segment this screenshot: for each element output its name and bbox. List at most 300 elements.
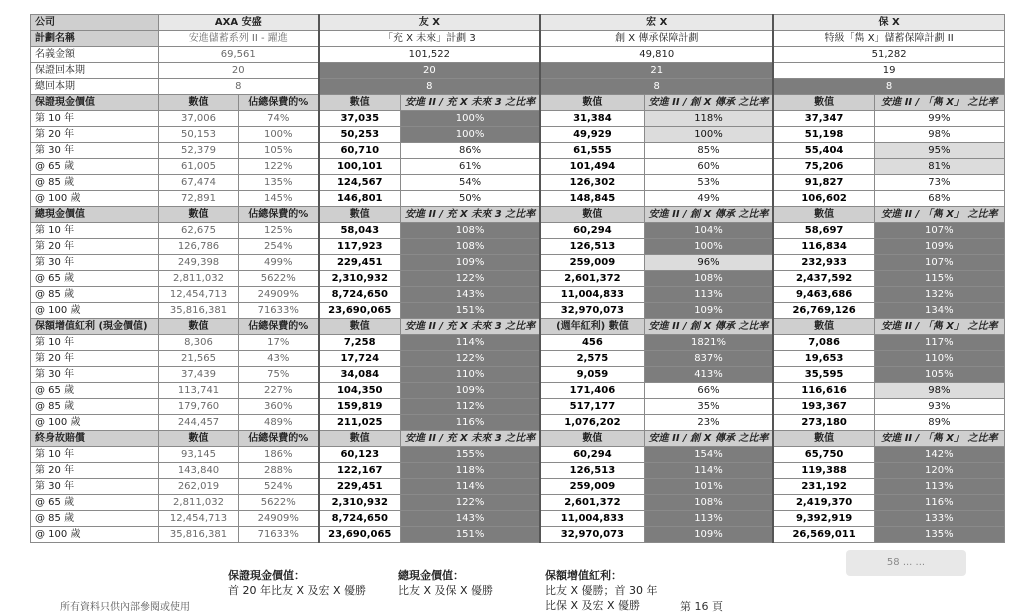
axa-value: 113,741 (159, 383, 239, 399)
ratio-value: 98% (874, 383, 1004, 399)
plan-label: 計劃名稱 (31, 31, 159, 47)
ratio-value: 86% (401, 143, 541, 159)
ratio-value: 73% (874, 175, 1004, 191)
prudential-value: 37,347 (773, 111, 874, 127)
row-label: 第 30 年 (31, 479, 159, 495)
ratio-value: 49% (644, 191, 773, 207)
row-label: 第 20 年 (31, 239, 159, 255)
notional-value: 49,810 (540, 47, 773, 63)
ratio-value: 118% (401, 463, 541, 479)
note-line: 比友 X 及保 X 優勝 (398, 584, 494, 597)
ratio-value: 118% (644, 111, 773, 127)
manulife-value: 31,384 (540, 111, 644, 127)
aia-value: 37,035 (319, 111, 401, 127)
ratio-value: 100% (401, 111, 541, 127)
row-label: 第 30 年 (31, 143, 159, 159)
total-breakeven-row (31, 79, 1005, 95)
ratio-value: 35% (644, 399, 773, 415)
row-label: 第 20 年 (31, 351, 159, 367)
ratio-value: 108% (644, 271, 773, 287)
aia-value: 122,167 (319, 463, 401, 479)
ratio-value: 122% (401, 495, 541, 511)
manulife-value: 32,970,073 (540, 527, 644, 543)
aia-value: 34,084 (319, 367, 401, 383)
aia-value: 229,451 (319, 255, 401, 271)
plan-row (31, 31, 1005, 47)
ratio-value: 117% (874, 335, 1004, 351)
aia-value: 146,801 (319, 191, 401, 207)
page-number: 第 16 頁 (680, 600, 723, 613)
prudential-value: 26,769,126 (773, 303, 874, 319)
table-row (31, 415, 1005, 431)
prudential-value: 9,392,919 (773, 511, 874, 527)
ratio-value: 99% (874, 111, 1004, 127)
aia-value: 117,923 (319, 239, 401, 255)
row-label: 第 10 年 (31, 335, 159, 351)
ratio-value: 109% (874, 239, 1004, 255)
prudential-value: 2,437,592 (773, 271, 874, 287)
breakeven-row-value: 20 (159, 63, 319, 79)
ratio-value: 100% (644, 127, 773, 143)
manulife-value: 11,004,833 (540, 511, 644, 527)
axa-pct: 135% (239, 175, 319, 191)
axa-value: 12,454,713 (159, 511, 239, 527)
axa-pct: 75% (239, 367, 319, 383)
prudential-value: 116,616 (773, 383, 874, 399)
col-header-pct: 佔總保費的% (239, 319, 319, 335)
prudential-value: 106,602 (773, 191, 874, 207)
ratio-value: 122% (401, 271, 541, 287)
col-header-value: 數值 (319, 431, 401, 447)
axa-pct: 186% (239, 447, 319, 463)
axa-value: 52,379 (159, 143, 239, 159)
total-breakeven-row-value: 8 (540, 79, 773, 95)
table-row (31, 175, 1005, 191)
axa-value: 35,816,381 (159, 527, 239, 543)
ratio-value: 60% (644, 159, 773, 175)
table-row (31, 447, 1005, 463)
table-row (31, 463, 1005, 479)
aia-value: 17,724 (319, 351, 401, 367)
ratio-value: 95% (874, 143, 1004, 159)
ratio-value: 142% (874, 447, 1004, 463)
row-label: @ 65 歲 (31, 159, 159, 175)
breakeven-row-value: 19 (773, 63, 1004, 79)
manulife-value: 11,004,833 (540, 287, 644, 303)
prudential-value: 58,697 (773, 223, 874, 239)
watermark: 58 ... ... (846, 550, 966, 576)
manulife-value: 101,494 (540, 159, 644, 175)
company-label: 公司 (31, 15, 159, 31)
manulife-value: 259,009 (540, 255, 644, 271)
axa-value: 37,006 (159, 111, 239, 127)
col-header-value: 數值 (540, 431, 644, 447)
col-header-pct: 佔總保費的% (239, 431, 319, 447)
row-label: 第 30 年 (31, 255, 159, 271)
aia-value: 104,350 (319, 383, 401, 399)
col-header-ratio: 安進 II / 「雋 X」 之比率 (874, 431, 1004, 447)
aia-value: 2,310,932 (319, 271, 401, 287)
table-row (31, 399, 1005, 415)
axa-pct: 43% (239, 351, 319, 367)
col-header-value: 數值 (159, 319, 239, 335)
manulife-value: 126,302 (540, 175, 644, 191)
ratio-value: 93% (874, 399, 1004, 415)
axa-pct: 227% (239, 383, 319, 399)
table-row (31, 143, 1005, 159)
total-breakeven-row-value: 8 (773, 79, 1004, 95)
ratio-value: 151% (401, 527, 541, 543)
col-header-value: 數值 (773, 207, 874, 223)
aia-value: 124,567 (319, 175, 401, 191)
section-header (31, 207, 1005, 223)
total-breakeven-row-label: 總回本期 (31, 79, 159, 95)
row-label: @ 100 歲 (31, 191, 159, 207)
plan-name: 創 X 傳承保障計劃 (540, 31, 773, 47)
plan-name: 安進儲蓄系列 II - 躍進 (159, 31, 319, 47)
col-header-value: 數值 (773, 431, 874, 447)
section-header (31, 95, 1005, 111)
ratio-value: 134% (874, 303, 1004, 319)
notional-value: 51,282 (773, 47, 1004, 63)
ratio-value: 105% (874, 367, 1004, 383)
ratio-value: 114% (644, 463, 773, 479)
col-header-value: (週年紅利) 數值 (540, 319, 644, 335)
ratio-value: 143% (401, 511, 541, 527)
axa-value: 61,005 (159, 159, 239, 175)
col-header-ratio: 安進 II / 「雋 X」 之比率 (874, 207, 1004, 223)
prudential-value: 9,463,686 (773, 287, 874, 303)
prudential-value: 35,595 (773, 367, 874, 383)
axa-value: 93,145 (159, 447, 239, 463)
table-row (31, 495, 1005, 511)
axa-pct: 105% (239, 143, 319, 159)
aia-value: 8,724,650 (319, 511, 401, 527)
note-title: 總現金價值： (398, 569, 464, 582)
ratio-value: 107% (874, 255, 1004, 271)
ratio-value: 100% (401, 127, 541, 143)
plan-name: 「充 X 未來」計劃 3 (319, 31, 541, 47)
manulife-value: 517,177 (540, 399, 644, 415)
aia-value: 60,710 (319, 143, 401, 159)
col-header-value: 數值 (319, 95, 401, 111)
manulife-value: 126,513 (540, 239, 644, 255)
note-line: 比友 X 優勝；首 30 年 (545, 584, 658, 597)
ratio-value: 116% (874, 495, 1004, 511)
ratio-value: 116% (401, 415, 541, 431)
axa-value: 244,457 (159, 415, 239, 431)
breakeven-row-value: 20 (319, 63, 541, 79)
axa-pct: 71633% (239, 527, 319, 543)
prudential-value: 7,086 (773, 335, 874, 351)
ratio-value: 132% (874, 287, 1004, 303)
prudential-value: 91,827 (773, 175, 874, 191)
col-header-ratio: 安進 II / 充 X 未來 3 之比率 (401, 431, 541, 447)
section-title: 保證現金價值 (31, 95, 159, 111)
row-label: 第 30 年 (31, 367, 159, 383)
col-header-value: 數值 (319, 319, 401, 335)
row-label: 第 20 年 (31, 463, 159, 479)
col-header-value: 數值 (159, 207, 239, 223)
row-label: @ 65 歲 (31, 271, 159, 287)
row-label: @ 85 歲 (31, 287, 159, 303)
ratio-value: 109% (644, 527, 773, 543)
ratio-value: 110% (874, 351, 1004, 367)
prudential-value: 51,198 (773, 127, 874, 143)
notional-row (31, 47, 1005, 63)
aia-value: 7,258 (319, 335, 401, 351)
axa-pct: 288% (239, 463, 319, 479)
row-label: @ 65 歲 (31, 495, 159, 511)
comparison-table (30, 14, 1005, 543)
axa-value: 37,439 (159, 367, 239, 383)
prudential-value: 2,419,370 (773, 495, 874, 511)
col-header-ratio: 安進 II / 充 X 未來 3 之比率 (401, 207, 541, 223)
col-header-value: 數值 (540, 95, 644, 111)
aia-value: 50,253 (319, 127, 401, 143)
aia-value: 100,101 (319, 159, 401, 175)
prudential-value: 231,192 (773, 479, 874, 495)
col-header-ratio: 安進 II / 創 X 傳承 之比率 (644, 95, 773, 111)
table-row (31, 223, 1005, 239)
note-title: 保證現金價值： (228, 569, 305, 582)
ratio-value: 109% (401, 255, 541, 271)
section-title: 終身故賠償 (31, 431, 159, 447)
manulife-value: 32,970,073 (540, 303, 644, 319)
ratio-value: 23% (644, 415, 773, 431)
ratio-value: 109% (401, 383, 541, 399)
table-row (31, 527, 1005, 543)
table-row (31, 335, 1005, 351)
prudential-value: 75,206 (773, 159, 874, 175)
aia-value: 211,025 (319, 415, 401, 431)
table-row (31, 287, 1005, 303)
manulife-value: 60,294 (540, 447, 644, 463)
ratio-value: 108% (644, 495, 773, 511)
aia-value: 8,724,650 (319, 287, 401, 303)
ratio-value: 66% (644, 383, 773, 399)
ratio-value: 81% (874, 159, 1004, 175)
ratio-value: 413% (644, 367, 773, 383)
ratio-value: 50% (401, 191, 541, 207)
table-row (31, 271, 1005, 287)
total-breakeven-row-value: 8 (159, 79, 319, 95)
prudential-value: 19,653 (773, 351, 874, 367)
axa-value: 2,811,032 (159, 271, 239, 287)
prudential-value: 273,180 (773, 415, 874, 431)
section-title: 保額增值紅利 (現金價值) (31, 319, 159, 335)
col-header-value: 數值 (773, 95, 874, 111)
row-label: 第 20 年 (31, 127, 159, 143)
col-header-ratio: 安進 II / 充 X 未來 3 之比率 (401, 319, 541, 335)
axa-value: 249,398 (159, 255, 239, 271)
aia-value: 2,310,932 (319, 495, 401, 511)
company-name: 保 X (773, 15, 1004, 31)
axa-pct: 125% (239, 223, 319, 239)
axa-value: 35,816,381 (159, 303, 239, 319)
note-total (398, 568, 493, 598)
ratio-value: 113% (644, 287, 773, 303)
axa-value: 72,891 (159, 191, 239, 207)
axa-pct: 122% (239, 159, 319, 175)
manulife-value: 2,601,372 (540, 271, 644, 287)
total-breakeven-row-value: 8 (319, 79, 541, 95)
table-row (31, 351, 1005, 367)
axa-pct: 17% (239, 335, 319, 351)
axa-value: 21,565 (159, 351, 239, 367)
table-row (31, 159, 1005, 175)
row-label: @ 85 歲 (31, 511, 159, 527)
company-name: AXA 安盛 (159, 15, 319, 31)
row-label: 第 10 年 (31, 447, 159, 463)
axa-value: 2,811,032 (159, 495, 239, 511)
ratio-value: 68% (874, 191, 1004, 207)
manulife-value: 9,059 (540, 367, 644, 383)
axa-value: 179,760 (159, 399, 239, 415)
col-header-ratio: 安進 II / 創 X 傳承 之比率 (644, 207, 773, 223)
section-title: 總現金價值 (31, 207, 159, 223)
ratio-value: 96% (644, 255, 773, 271)
company-name: 友 X (319, 15, 541, 31)
aia-value: 23,690,065 (319, 527, 401, 543)
ratio-value: 837% (644, 351, 773, 367)
axa-pct: 254% (239, 239, 319, 255)
ratio-value: 61% (401, 159, 541, 175)
col-header-value: 數值 (159, 431, 239, 447)
axa-value: 62,675 (159, 223, 239, 239)
col-header-pct: 佔總保費的% (239, 207, 319, 223)
section-header (31, 319, 1005, 335)
section-header (31, 431, 1005, 447)
axa-pct: 100% (239, 127, 319, 143)
aia-value: 60,123 (319, 447, 401, 463)
manulife-value: 2,601,372 (540, 495, 644, 511)
note-line: 首 20 年比友 X 及宏 X 優勝 (228, 584, 367, 597)
ratio-value: 114% (401, 479, 541, 495)
ratio-value: 110% (401, 367, 541, 383)
ratio-value: 120% (874, 463, 1004, 479)
col-header-ratio: 安進 II / 「雋 X」 之比率 (874, 319, 1004, 335)
axa-pct: 74% (239, 111, 319, 127)
aia-value: 159,819 (319, 399, 401, 415)
prudential-value: 26,569,011 (773, 527, 874, 543)
row-label: @ 85 歲 (31, 399, 159, 415)
ratio-value: 100% (644, 239, 773, 255)
manulife-value: 171,406 (540, 383, 644, 399)
ratio-value: 53% (644, 175, 773, 191)
axa-pct: 360% (239, 399, 319, 415)
row-label: @ 65 歲 (31, 383, 159, 399)
aia-value: 58,043 (319, 223, 401, 239)
notional-label: 名義金額 (31, 47, 159, 63)
ratio-value: 104% (644, 223, 773, 239)
ratio-value: 151% (401, 303, 541, 319)
ratio-value: 54% (401, 175, 541, 191)
prudential-value: 119,388 (773, 463, 874, 479)
manulife-value: 259,009 (540, 479, 644, 495)
col-header-pct: 佔總保費的% (239, 95, 319, 111)
row-label: @ 100 歲 (31, 415, 159, 431)
row-label: 第 10 年 (31, 223, 159, 239)
axa-pct: 145% (239, 191, 319, 207)
ratio-value: 122% (401, 351, 541, 367)
prudential-value: 232,933 (773, 255, 874, 271)
table-row (31, 111, 1005, 127)
axa-pct: 24909% (239, 287, 319, 303)
plan-name: 特級「雋 X」儲蓄保障計劃 II (773, 31, 1004, 47)
axa-pct: 5622% (239, 271, 319, 287)
ratio-value: 107% (874, 223, 1004, 239)
ratio-value: 135% (874, 527, 1004, 543)
row-label: @ 100 歲 (31, 303, 159, 319)
breakeven-row-value: 21 (540, 63, 773, 79)
col-header-ratio: 安進 II / 創 X 傳承 之比率 (644, 319, 773, 335)
prudential-value: 193,367 (773, 399, 874, 415)
prudential-value: 116,834 (773, 239, 874, 255)
ratio-value: 155% (401, 447, 541, 463)
table-row (31, 255, 1005, 271)
table-row (31, 127, 1005, 143)
prudential-value: 55,404 (773, 143, 874, 159)
axa-pct: 499% (239, 255, 319, 271)
ratio-value: 133% (874, 511, 1004, 527)
notional-value: 69,561 (159, 47, 319, 63)
breakeven-row (31, 63, 1005, 79)
ratio-value: 108% (401, 223, 541, 239)
table-row (31, 511, 1005, 527)
manulife-value: 61,555 (540, 143, 644, 159)
col-header-ratio: 安進 II / 創 X 傳承 之比率 (644, 431, 773, 447)
manulife-value: 1,076,202 (540, 415, 644, 431)
col-header-value: 數值 (773, 319, 874, 335)
aia-value: 229,451 (319, 479, 401, 495)
axa-value: 143,840 (159, 463, 239, 479)
col-header-value: 數值 (319, 207, 401, 223)
col-header-ratio: 安進 II / 「雋 X」 之比率 (874, 95, 1004, 111)
ratio-value: 113% (874, 479, 1004, 495)
manulife-value: 126,513 (540, 463, 644, 479)
row-label: @ 100 歲 (31, 527, 159, 543)
ratio-value: 112% (401, 399, 541, 415)
ratio-value: 98% (874, 127, 1004, 143)
axa-value: 67,474 (159, 175, 239, 191)
company-name: 宏 X (540, 15, 773, 31)
aia-value: 23,690,065 (319, 303, 401, 319)
axa-value: 8,306 (159, 335, 239, 351)
note-line: 比保 X 及宏 X 優勝 (545, 599, 641, 612)
table-row (31, 191, 1005, 207)
axa-pct: 5622% (239, 495, 319, 511)
breakeven-row-label: 保證回本期 (31, 63, 159, 79)
ratio-value: 101% (644, 479, 773, 495)
footer-disclaimer: 所有資料只供內部參閱或使用 (60, 602, 190, 613)
row-label: @ 85 歲 (31, 175, 159, 191)
axa-pct: 24909% (239, 511, 319, 527)
ratio-value: 108% (401, 239, 541, 255)
ratio-value: 109% (644, 303, 773, 319)
table-row (31, 479, 1005, 495)
prudential-value: 65,750 (773, 447, 874, 463)
note-title: 保額增值紅利： (545, 569, 622, 582)
col-header-value: 數值 (540, 207, 644, 223)
table-row (31, 383, 1005, 399)
ratio-value: 143% (401, 287, 541, 303)
axa-pct: 524% (239, 479, 319, 495)
ratio-value: 85% (644, 143, 773, 159)
axa-pct: 489% (239, 415, 319, 431)
ratio-value: 114% (401, 335, 541, 351)
manulife-value: 2,575 (540, 351, 644, 367)
